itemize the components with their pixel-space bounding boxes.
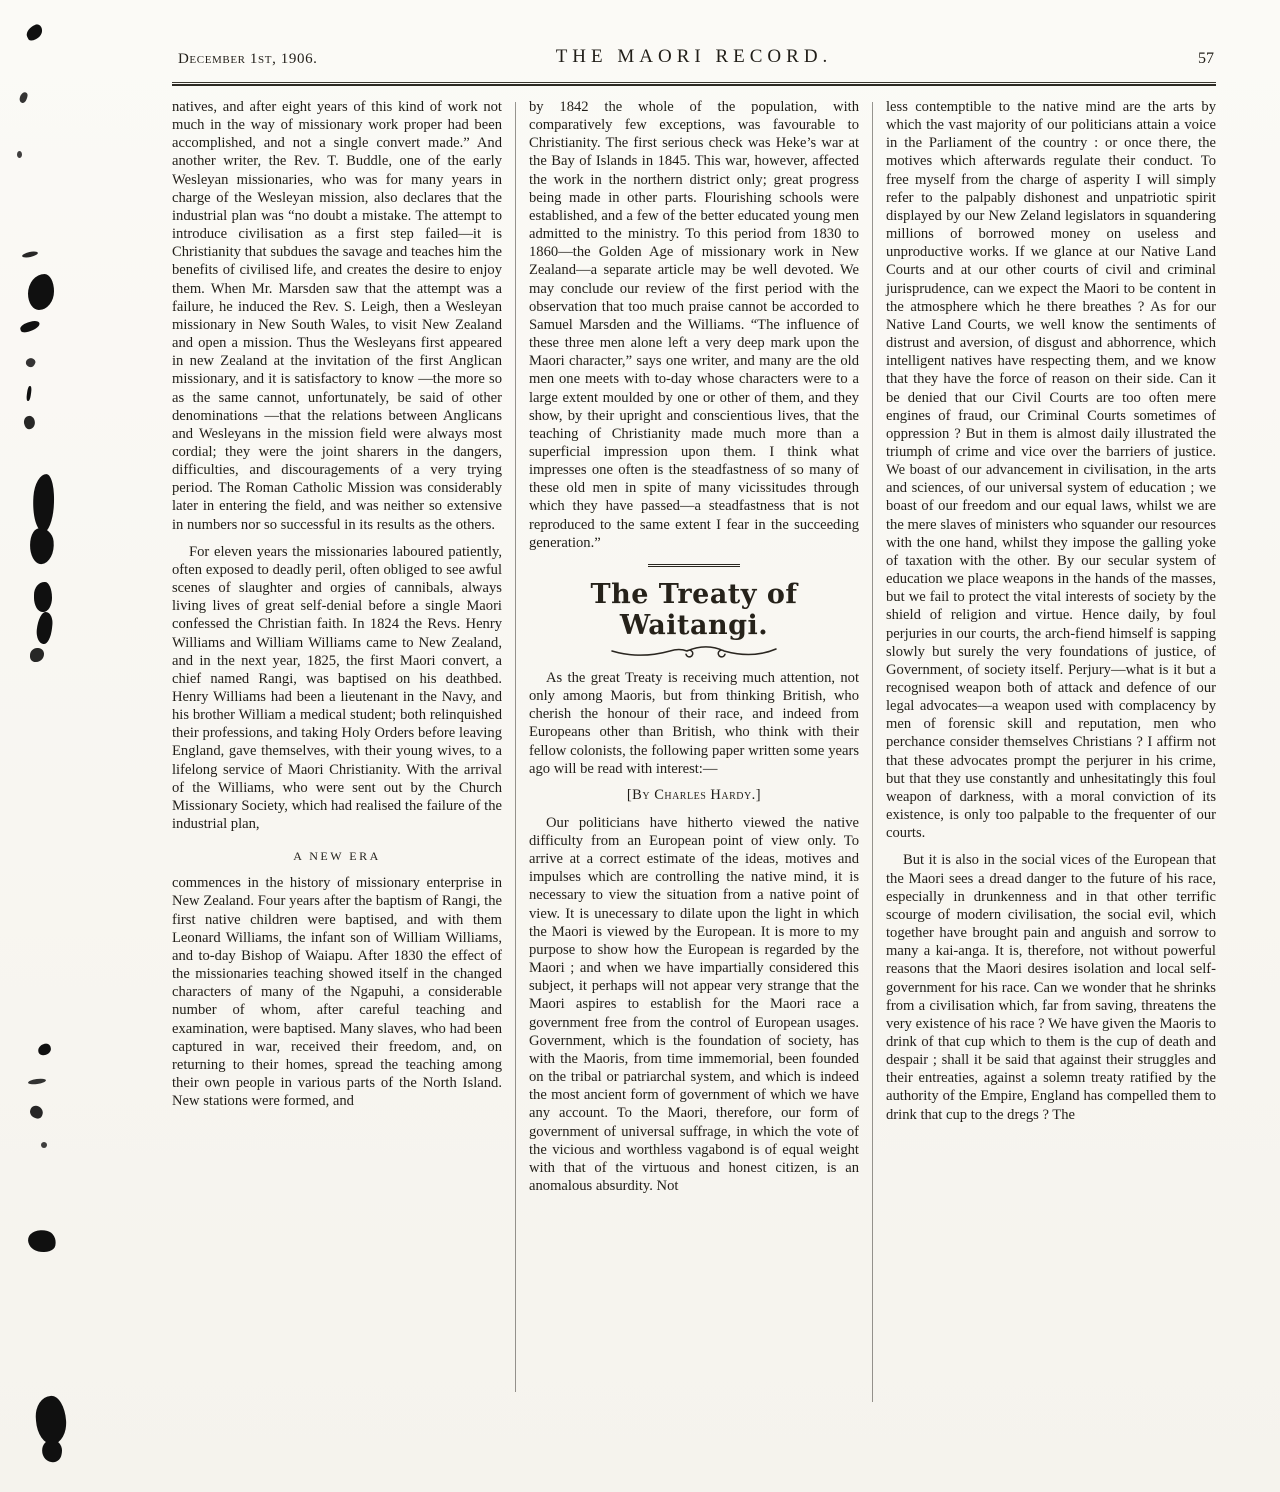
ink-blot [28, 527, 56, 565]
ink-blot [26, 386, 32, 401]
issue-date: December 1st, 1906. [178, 51, 318, 67]
masthead-rule [172, 82, 1216, 86]
ink-blot [28, 274, 54, 310]
ink-blot [22, 415, 37, 431]
ink-blot [17, 151, 22, 158]
publication-title: THE MAORI RECORD. [555, 46, 833, 67]
page-number: 57 [1198, 50, 1214, 67]
article-end-rule [648, 564, 740, 567]
ink-blot [26, 1227, 58, 1254]
ink-blot [41, 1142, 47, 1148]
column-divider [515, 102, 516, 1392]
paragraph: For eleven years the missionaries laboured patiently, often exposed to deadly peril, often obliged to see awful scenes of slaughter and orgies of cannibals, always living lives of great self-denial before a single Maori confessed the Christian faith. In 1824 the Revs. Henry Williams and William Williams came to New Zealand, and in the next year, 1825, the first Maori convert, a chief named Rangi, was baptised on his deathbed. Henry Williams had been a lieutenant in the Navy, and his brother William a medical student; both relinquished their professions, and taking Holy Orders before leaving England, gave themselves, with their young wives, to a lifelong service of Maori Christianity. With the arrival of the Williams, who were sent out by the Church Missionary Society, which had realised the failure of the industrial plan, [172, 543, 502, 833]
ink-blot [19, 319, 41, 334]
section-subheading: A NEW ERA [293, 849, 381, 864]
column-1 [172, 98, 502, 1119]
column-divider [872, 102, 873, 1402]
ink-blot [18, 91, 28, 104]
ink-blot [30, 648, 44, 662]
paragraph: commences in the history of missionary enterprise in New Zealand. Four years after the baptism of Rangi, the first native children were baptised, and with them Leonard Williams, the infant son of William Williams, and to-day Bishop of Waiapu. After 1830 the effect of the missionaries teaching showed itself in the changed characters of many of the Ngapuhi, a considerable number of whom, after careful teaching and examination, were baptised. Many slaves, who had been captured in war, received their freedom, and, on returning to their homes, spread the teaching among their own people in various parts of the North Island. New stations were formed, and [172, 875, 502, 1110]
masthead [172, 44, 1216, 76]
paragraph: less contemptible to the native mind are the arts by which the vast majority of our politicians attain a voice in the Parliament of the country : or once there, the motives which afterwards regulate their conduct. To free myself from the charge of asperity I will simply refer to the palpably dishonest and unpatriotic spirit displayed by our New Zeland legislators in squandering millions of borrowed money on useless and unproductive works. If we glance at our Native Land Courts and at our other courts of civil and criminal jurisprudence, can we expect the Maori to be content in the atmosphere which he there breathes ? As for our Native Land Courts, we well know the sentiments of distrust and aversion, of disgust and abhorrence, which intelligent natives have respecting them, and we know that they have the force of reason on their side. Can it be denied that our Civil Courts are too often mere engines of fraud, our Criminal Courts sometimes of oppression ? But in them is almost daily illustrated the triumph of crime and vice over the barriers of justice. We boast of our advancement in civilisation, in the arts and sciences, of our universal system of education ; we boast of our freedom and our equal laws, whilst we are the mere slaves of ministers who squander our resources with the one hand, whilst they impose the galling yoke of taxation with the other. By our secular system of education we place weapons in the hands of the masses, but we fail to protect the vital interests of society by the shield of religion and virtue. Hence daily, by foul perjuries in our courts, the arch-fiend himself is sapping slowly but surely the very foundations of justice, of Government, of society itself. Perjury—what is it but a recognised weapon both of attack and defence of our legal advocates—a weapon used with complacency by men of forensic skill and reputation, men who perchance consider themselves Christians ? I affirm not that these advocates prompt the perjurer in his crime, but that they use constantly and unhesitatingly this foul weapon of darkness, with a moral conviction of its existence, is only too palpable to the frequenter of our courts. [886, 99, 1216, 842]
ink-blot [22, 250, 39, 258]
ink-blot [34, 582, 52, 612]
paragraph: As the great Treaty is receiving much attention, not only among Maoris, but from thinking British, who cherish the honour of their race, and indeed from Europeans other than British, who think with their fellow colonists, the following paper written some years ago will be read with interest:— [529, 669, 859, 777]
column-2 [529, 98, 859, 1204]
article-columns [172, 98, 1216, 1482]
byline: [By Charles Hardy.] [626, 786, 762, 803]
ink-blot [31, 473, 56, 532]
article-title: The Treaty of Waitangi. [590, 578, 798, 641]
column-3 [886, 98, 1216, 1133]
ink-blot [24, 23, 45, 42]
ink-blot [37, 1043, 52, 1057]
ink-blot [28, 1104, 45, 1120]
paragraph: Our politicians have hitherto viewed the native difficulty from an European point of view only. To arrive at a correct estimate of the ideas, motives and impulses which are controlling the native mind, it is necessary to view the situation from a native point of view. It is unecessary to dilate upon the light in which the Maori is viewed by the European. It is more to my purpose to show how the European is regarded by the Maori ; and when we have impartially considered this subject, it perhaps will not appear very strange that the Maori aspires to establish for the Maori race a government free from the control of European usages. Government, which is the foundation of society, has with the Maoris, from time immemorial, been founded on the tribal or patriarchal system, and which is indeed the most ancient form of government of which we have any account. To the Maori, therefore, our form of government of universal suffrage, in which the vote of the vicious and worthless vagabond is of equal weight with that of the virtuous and honest citizen, is an anomalous absurdity. Not [529, 814, 859, 1194]
flourish-ornament [529, 643, 859, 661]
paragraph: But it is also in the social vices of the European that the Maori sees a dread danger to the future of his race, especially in drunkenness and in that other terrific scourge of modern civilisation, the social evil, which together have brought pain and anguish and sorrow to many a kai-anga. It is, therefore, not without powerful reasons that the Maori desires isolation and local self-government for his race. Can we wonder that he shrinks from a civilisation which, far from saving, threatens the very existence of his race ? We have given the Maoris to drink of that cup which to them is the cup of death and despair ; shall it be said that against their struggles and their entreaties, against a solemn treaty ratified by the authority of the Empire, England has compelled them to drink that cup to the dregs ? The [886, 852, 1216, 1123]
paragraph: by 1842 the whole of the population, with comparatively few exceptions, was favourable to Christianity. The first serious check was Heke’s war at the Bay of Islands in 1845. This war, however, affected the work in the northern district only; great progress being made in other parts. Flourishing schools were established, and a few of the better educated young men admitted to the ministry. To this period from 1830 to 1860—the Golden Age of missionary work in New Zealand—a separate article may be well devoted. We may conclude our review of the first period with the observation that too much praise cannot be accorded to Samuel Marsden and the Williams. “The influence of these three men alone left a very deep mark upon the Maori character,” says one writer, and many are the old men one meets with to-day whose characters were to a large extent moulded by one or other of them, and they show, by their upright and conscientious lives, that the teaching of Christianity made much more than a superficial impression upon them. I think what impresses one often is the steadfastness of so many of these old men in spite of many vicissitudes through which they have passed—a steadfastness that is not reproduced to the same extent I fear in the succeeding generation.” [529, 99, 859, 551]
ink-blot [28, 1078, 47, 1085]
ink-blot [40, 1438, 64, 1463]
ink-blot [34, 1395, 67, 1445]
paragraph: natives, and after eight years of this kind of work not much in the way of missionary work proper had been accomplished, and not a single convert made.” And another writer, the Rev. T. Buddle, one of the early Wesleyan missionaries, who was for many years in charge of the Wesleyan mission, also declares that the industrial plan was “no doubt a mistake. The attempt to introduce civilisation as a first step failed—it is Christianity that subdues the savage and teaches him the benefits of civilised life, and creates the desire to enjoy them. When Mr. Marsden saw that the attempt was a failure, he induced the Rev. S. Leigh, then a Wesleyan missionary in New South Wales, to visit New Zealand and open a mission. Thus the Wesleyans first appeared in new Zealand at the invitation of the first Anglican missionary, and it is satisfactory to know —the more so as the same cannot, unfortunately, be said of other denominations —that the relations between Anglicans and Wesleyans in the mission field were always most cordial; they were the joint sharers in the dangers, difficulties, and discouragements of a very trying period. The Roman Catholic Mission was considerably later in entering the field, and was neither so extensive in numbers nor so successful in its results as the others. [172, 99, 502, 533]
ink-blot [24, 356, 36, 368]
ink-blot [35, 611, 53, 644]
